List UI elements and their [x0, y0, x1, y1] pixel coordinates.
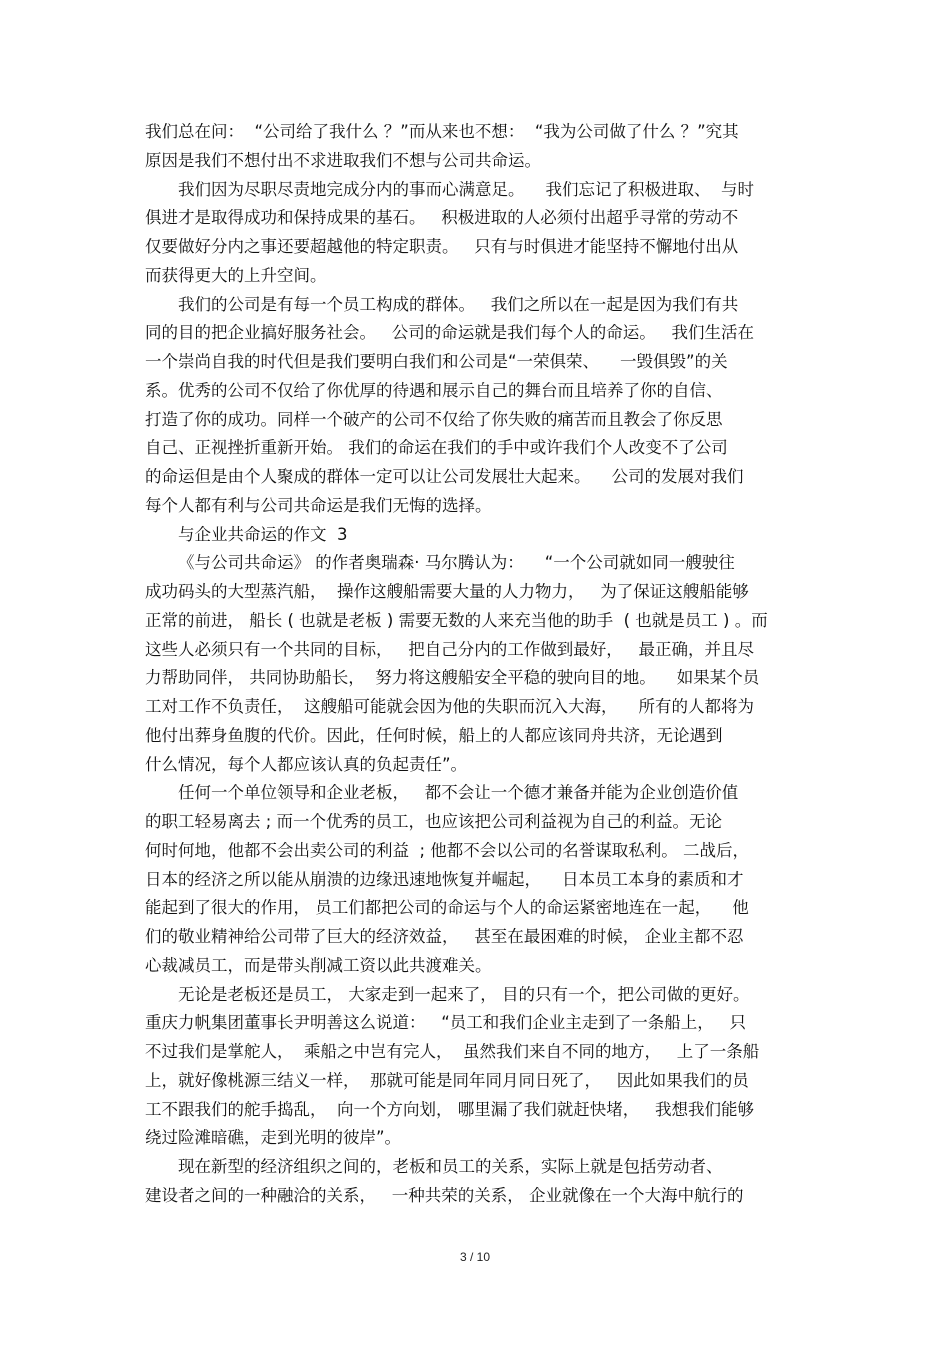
text-line: 而获得更大的上升空间。 [145, 265, 327, 285]
text-line: 日本的经济之所以能从崩溃的边缘迅速地恢复并崛起， 日本员工本身的素质和才 [145, 869, 744, 889]
text-line: 上，就好像桃源三结义一样， 那就可能是同年同月同日死了， 因此如果我们的员 [145, 1070, 749, 1090]
text-line: 与企业共命运的作文 3 [178, 524, 348, 544]
text-line: 他付出葬身鱼腹的代价。因此，任何时候，船上的人都应该同舟共济，无论遇到 [145, 725, 723, 745]
text-line: 工不跟我们的舵手捣乱， 向一个方向划， 哪里漏了我们就赶快堵， 我想我们能够 [145, 1099, 754, 1119]
text-line: 无论是老板还是员工， 大家走到一起来了， 目的只有一个，把公司做的更好。 [178, 984, 750, 1004]
text-line: 何时何地，他都不会出卖公司的利益 ; 他都不会以公司的名誉谋取私利。 二战后， [145, 840, 750, 860]
text-line: 的职工轻易离去 ; 而一个优秀的员工，也应该把公司利益视为自己的利益。无论 [145, 812, 723, 831]
text-line: 我们因为尽职尽责地完成分内的事而心满意足。 我们忘记了积极进取、 与时 [178, 179, 754, 199]
text-line: 我们总在问： “公司给了我什么 ？”而从来也不想： “我为公司做了什么 ？”究其 [145, 122, 739, 141]
text-line: 力帮助同伴， 共同协助船长， 努力将这艘船安全平稳的驶向目的地。 如果某个员 [145, 668, 760, 688]
text-line: 重庆力帆集团董事长尹明善这么说道： “员工和我们企业主走到了一条船上， 只 [145, 1013, 747, 1033]
text-line: 仅要做好分内之事还要超越他的特定职责。 只有与时俱进才能坚持不懈地付出从 [145, 237, 739, 256]
text-line: 绕过险滩暗礁，走到光明的彼岸”。 [145, 1128, 402, 1148]
text-line: 工对工作不负责任， 这艘船可能就会因为他的失职而沉入大海， 所有的人都将为 [145, 697, 754, 716]
text-line: 我们的公司是有每一个员工构成的群体。 我们之所以在一起是因为我们有共 [178, 294, 739, 314]
text-line: 任何一个单位领导和企业老板， 都不会让一个德才兼备并能为企业创造价值 [178, 783, 739, 803]
text-line: 系。优秀的公司不仅给了你优厚的待遇和展示自己的舞台而且培养了你的自信、 [145, 380, 723, 400]
text-line: 这些人必须只有一个共同的目标， 把自己分内的工作做到最好， 最正确，并且尽 [145, 639, 754, 659]
text-line: 们的敬业精神给公司带了巨大的经济效益， 甚至在最困难的时候， 企业主都不忍 [145, 927, 744, 946]
text-line: 的命运但是由个人聚成的群体一定可以让公司发展壮大起来。 公司的发展对我们 [145, 467, 744, 486]
text-line: 同的目的把企业搞好服务社会。 公司的命运就是我们每个人的命运。 我们生活在 [145, 323, 754, 343]
text-line: 什么情况，每个人都应该认真的负起责任”。 [145, 754, 468, 774]
text-line: 心裁减员工，而是带头削减工资以此共渡难关。 [145, 955, 492, 975]
text-line: 现在新型的经济组织之间的，老板和员工的关系，实际上就是包括劳动者、 [178, 1157, 723, 1176]
text-line: 《与公司共命运》 的作者奥瑞森· 马尔腾认为： “一个公司就如同一艘驶往 [178, 553, 735, 573]
text-line: 能起到了很大的作用， 员工们都把公司的命运与个人的命运紧密地连在一起， 他 [145, 898, 749, 918]
page-number: 3 / 10 [459, 1250, 491, 1264]
text-line: 俱进才是取得成功和保持成果的基石。 积极进取的人必须付出超乎寻常的劳动不 [145, 208, 739, 228]
text-line: 不过我们是掌舵人， 乘船之中岂有完人， 虽然我们来自不同的地方， 上了一条船 [145, 1042, 760, 1061]
text-line: 成功码头的大型蒸汽船， 操作这艘船需要大量的人力物力， 为了保证这艘船能够 [145, 582, 749, 601]
text-line: 自己、正视挫折重新开始。 我们的命运在我们的手中或许我们个人改变不了公司 [145, 438, 728, 458]
text-line: 每个人都有利与公司共命运是我们无悔的选择。 [145, 495, 492, 515]
document-body-text [145, 118, 810, 1211]
text-line: 原因是我们不想付出不求进取我们不想与公司共命运。 [145, 150, 541, 170]
text-line: 一个崇尚自我的时代但是我们要明白我们和公司是“一荣俱荣、 一毁俱毁”的关 [145, 352, 728, 371]
text-line: 建设者之间的一种融洽的关系， 一种共荣的关系， 企业就像在一个大海中航行的 [145, 1185, 744, 1205]
text-line: 打造了你的成功。同样一个破产的公司不仅给了你失败的痛苦而且教会了你反思 [145, 409, 723, 429]
text-line: 正常的前进， 船长 ( 也就是老板 ) 需要无数的人来充当他的助手 ( 也就是员工 ) 。而 [145, 610, 768, 630]
